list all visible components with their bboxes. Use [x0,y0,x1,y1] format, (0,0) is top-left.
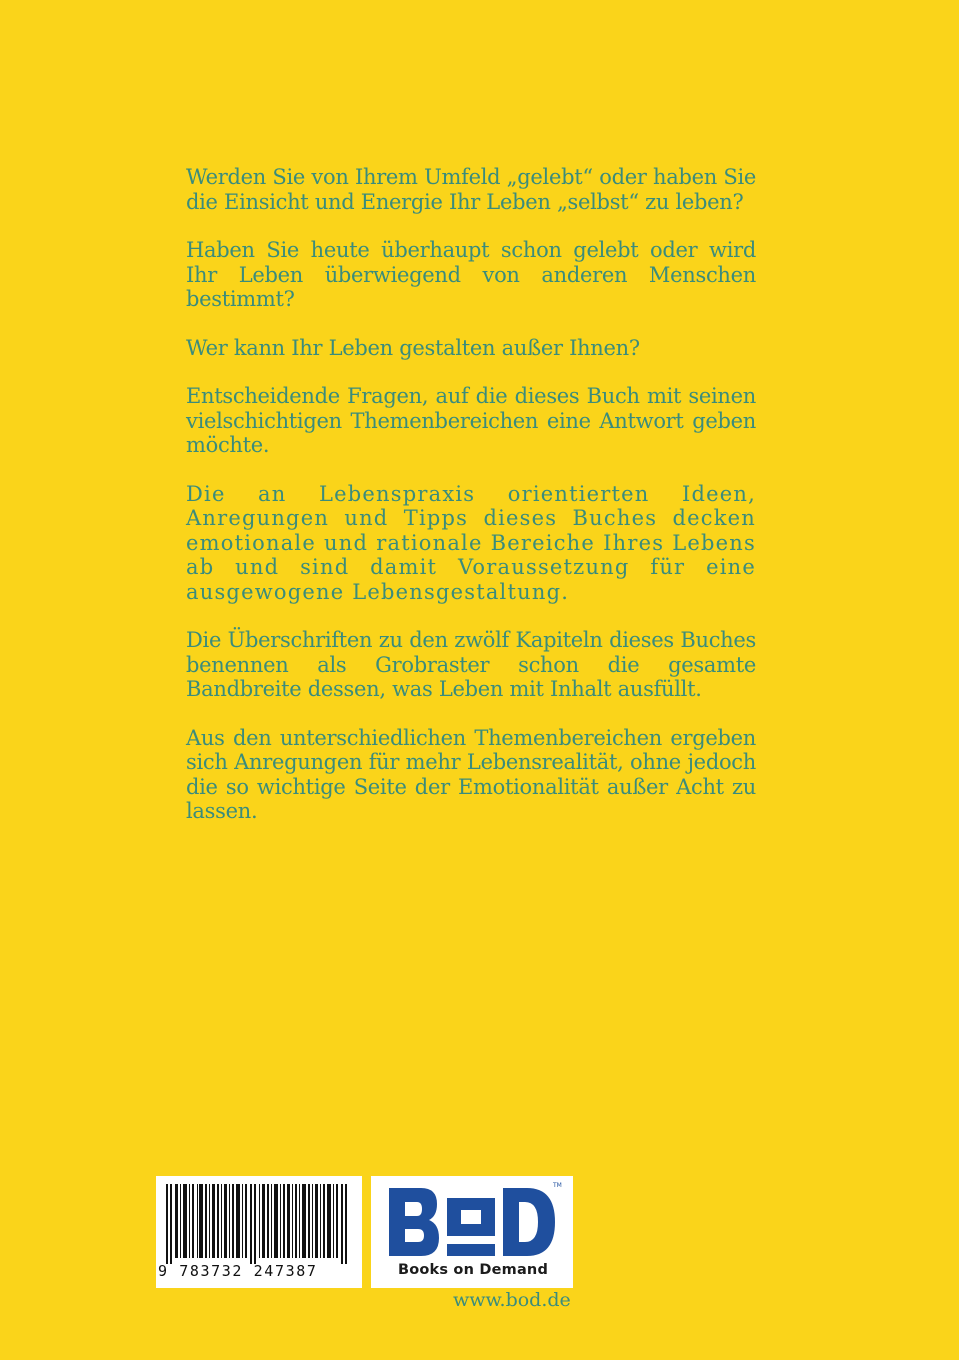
barcode-bars [166,1184,354,1264]
back-cover-blurb [186,165,756,848]
publisher-tagline: Books on Demand [397,1262,549,1278]
blurb-paragraph-2: Haben Sie heute überhaupt schon gelebt oder wird Ihr Leben überwiegend von anderen Menschen bestimmt? [186,238,756,311]
blurb-paragraph-4: Entscheidende Fragen, auf die dieses Buch mit seinen vielschichtigen Themenbereichen eine Antwort geben möchte. [186,384,756,457]
trademark-mark: TM [553,1182,562,1189]
blurb-paragraph-3: Wer kann Ihr Leben gestalten außer Ihnen? [186,335,640,360]
publisher-logo [371,1176,573,1288]
isbn-barcode [156,1176,362,1288]
publisher-website: www.bod.de [453,1289,571,1311]
isbn-digits: 9 783732 247387 [158,1262,318,1280]
blurb-paragraph-5: Die an Lebenspraxis orientierten Ideen, Anregungen und Tipps dieses Buches decken emotionale und rationale Bereiche Ihres Lebens ab und sind damit Voraussetzung für eine ausgewogene Lebensgestaltung. [186,481,756,604]
blurb-paragraph-1: Werden Sie von Ihrem Umfeld „gelebt“ oder haben Sie die Einsicht und Energie Ihr Leben „selbst“ zu leben? [186,165,756,214]
blurb-paragraph-7: Aus den unterschiedlichen Themenbereichen ergeben sich Anregungen für mehr Lebensrealität, ohne jedoch die so wichtige Seite der Emotionalität außer Acht zu lassen. [186,725,756,823]
bod-logo-icon [387,1184,557,1260]
blurb-paragraph-6: Die Überschriften zu den zwölf Kapiteln dieses Buches benennen als Grobraster schon die gesamte Bandbreite dessen, was Leben mit Inhalt ausfüllt. [186,628,756,701]
